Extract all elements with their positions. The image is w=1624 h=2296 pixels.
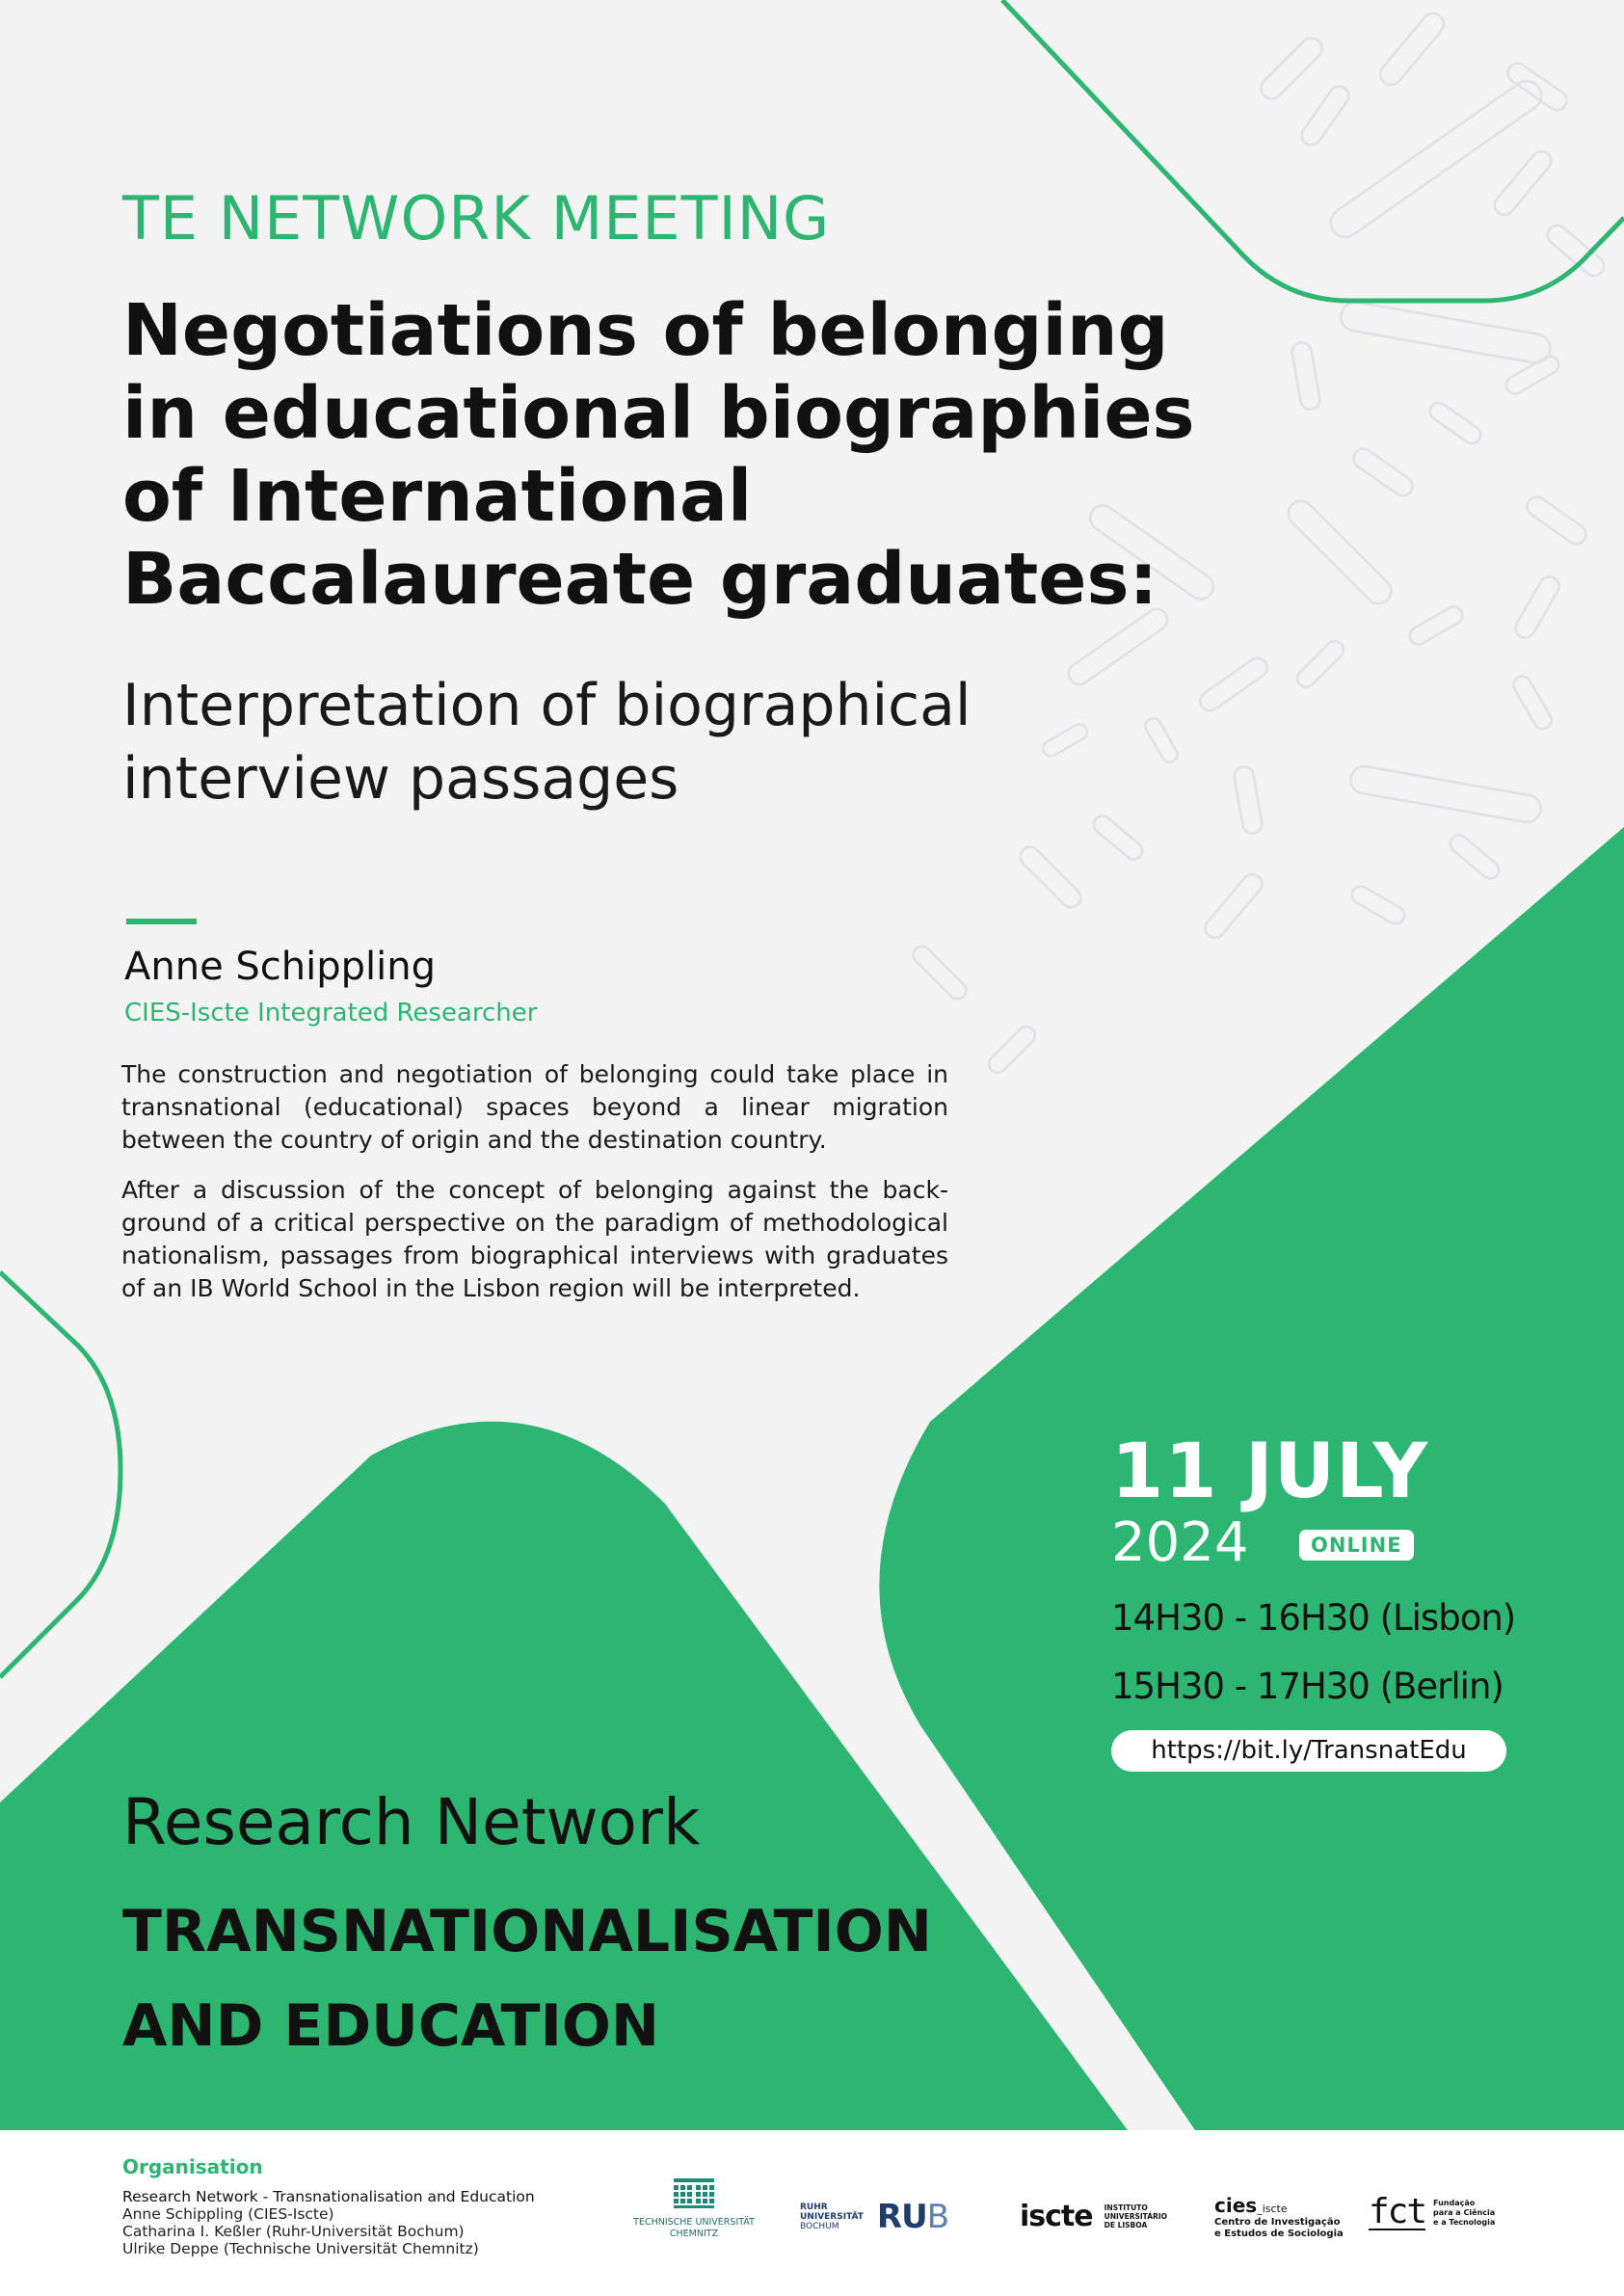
fct-small-text: Fundação para a Ciência e a Tecnologia [1433, 2199, 1496, 2227]
organisation-line: Catharina I. Keßler (Ruhr-Universität Bochum) [122, 2223, 465, 2240]
network-label: Research Network [122, 1785, 701, 1859]
event-title [122, 289, 1260, 621]
footer [0, 2130, 1624, 2296]
event-link[interactable]: https://bit.ly/TransnatEdu [1111, 1730, 1506, 1772]
top-right-outline-curve [1002, 0, 1624, 301]
title-line: in educational biographies [122, 372, 1195, 455]
fct-logo [1369, 2192, 1496, 2231]
speaker-affiliation: CIES-Iscte Integrated Researcher [124, 999, 538, 1028]
abstract-paragraph: After a discussion of the concept of belonging against the back-ground of a critical perspective on the paradigm of methodological nationalism, passages from biographical interviews with graduates of an IB World School in the Lisbon region will be interpreted. [121, 1176, 948, 1302]
speaker-name: Anne Schippling [124, 945, 436, 989]
event-type-label: TE NETWORK MEETING [122, 183, 831, 254]
event-date-year: 2024 [1111, 1511, 1249, 1574]
time-lisbon: 14H30 - 16H30 (Lisbon) [1111, 1597, 1516, 1639]
title-line: Negotiations of belonging [122, 289, 1169, 372]
organisation-list [122, 2188, 535, 2257]
iscte-wordmark: iscte [1020, 2200, 1093, 2233]
tu-chemnitz-logo [622, 2176, 766, 2240]
rub-logo [800, 2198, 948, 2236]
cies-small-text: Centro de Investigação e Estudos de Sociologia [1214, 2217, 1344, 2239]
fct-wordmark: fct [1369, 2192, 1426, 2231]
cies-wordmark: cies_iscte [1214, 2194, 1288, 2217]
organisation-line: Ulrike Deppe (Technische Universität Chemnitz) [122, 2240, 479, 2257]
event-subtitle [122, 669, 972, 815]
network-name-line: TRANSNATIONALISATION [122, 1898, 932, 1965]
online-badge: ONLINE [1299, 1530, 1414, 1561]
title-line: Baccalaureate graduates: [122, 538, 1158, 621]
abstract-paragraph: The construction and negotiation of belonging could take place in transnational (educational) spaces beyond a linear migration between the country of origin and the destination country. [121, 1060, 948, 1154]
organisation-heading: Organisation [122, 2155, 263, 2178]
subtitle-line: Interpretation of biographical [122, 672, 972, 739]
rub-wordmark: RUB [876, 2198, 949, 2236]
event-date-day: 11 JULY [1111, 1428, 1429, 1515]
organisation-line: Anne Schippling (CIES-Iscte) [122, 2205, 334, 2223]
tu-chemnitz-logo-icon [672, 2176, 716, 2209]
organisation-line: Research Network - Transnationalisation and Education [122, 2188, 535, 2205]
network-name [122, 1884, 932, 2073]
speaker-divider [126, 919, 197, 924]
time-berlin: 15H30 - 17H30 (Berlin) [1111, 1666, 1504, 1707]
title-line: of International [122, 455, 753, 538]
iscte-logo [1020, 2200, 1167, 2233]
left-outline-curve [0, 1272, 120, 1677]
abstract [121, 1058, 948, 1322]
subtitle-line: interview passages [122, 745, 679, 813]
cies-logo [1214, 2194, 1344, 2240]
rub-small-text: RUHR UNIVERSITÄT BOCHUM [800, 2203, 864, 2231]
tu-chemnitz-text: TECHNISCHE UNIVERSITÄT CHEMNITZ [633, 2217, 755, 2239]
iscte-small-text: INSTITUTO UNIVERSITÁRIO DE LISBOA [1104, 2203, 1167, 2229]
network-name-line: AND EDUCATION [122, 1992, 660, 2060]
